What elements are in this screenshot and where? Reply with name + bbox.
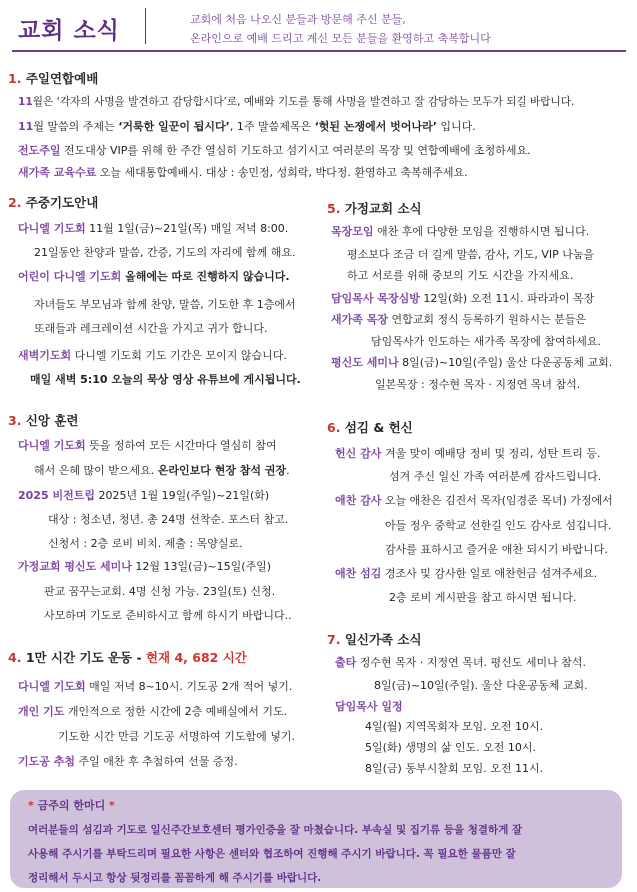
section-5-title: 5. 가정교회 소식 [327, 201, 422, 216]
welcome-line: 온라인으로 예배 드리고 계신 모든 분들을 환영하고 축복합니다 [190, 32, 491, 45]
section-2-line: 21일동안 찬양과 말씀, 간증, 기도의 자리에 함께 해요. [34, 246, 296, 259]
weekly-notice-title: * 금주의 한마디 * [28, 799, 115, 812]
header-rule [12, 50, 626, 52]
section-6-line: 헌신 감사 겨울 맞이 예배당 정비 및 정리, 성탄 트리 등. [335, 447, 601, 460]
section-4-line: 개인 기도 개인적으로 정한 시간에 2층 예배실에서 기도. [18, 705, 288, 718]
section-1-line: 전도주일 전도대상 VIP를 위해 한 주간 열심히 기도하고 섬기시고 여러분의 목장 및 연합예배에 초청하세요. [18, 144, 531, 157]
section-3-line: 해서 은혜 많이 받으세요. 온라인보다 현장 참석 권장. [34, 464, 290, 477]
header-divider [145, 8, 146, 44]
weekly-notice-line: 여러분들의 섬김과 기도로 일신주간보호센터 평가인증을 잘 마쳤습니다. 부속실 및 집기류 등을 청결하게 잘 [28, 824, 523, 836]
section-1-line: 11월은 ‘각자의 사명을 발견하고 감당합시다’로, 예배와 기도를 통해 사명을 발견하고 잘 감당하는 모두가 되길 바랍니다. [18, 96, 575, 108]
section-6-line: 감사를 표하시고 즐거운 애찬 되시기 바랍니다. [385, 543, 608, 556]
section-6-line: 2층 로비 게시판을 참고 하시면 됩니다. [389, 591, 577, 604]
page-title: 교회 소식 [18, 18, 120, 44]
section-5-line: 일본목장 : 정수현 목자 · 지정연 목녀 참석. [375, 378, 581, 391]
section-5-line: 담임목사 목장심방 12일(화) 오전 11시. 파라과이 목장 [331, 292, 595, 305]
section-2-line: 다니엘 기도회 11월 1일(금)~21일(목) 매일 저녁 8:00. [18, 222, 289, 235]
section-2-line: 새벽기도회 다니엘 기도회 기도 기간은 모이지 않습니다. [18, 349, 287, 362]
section-1-line: 새가족 교육수료 오늘 세대통합예배시. 대상 : 송민정, 성희락, 박다정. 환영하고 축복해주세요. [18, 166, 468, 179]
section-3-line: 가정교회 평신도 세미나 12월 13일(금)~15일(주일) [18, 560, 272, 573]
section-2-line: 자녀들도 부모님과 함께 찬양, 말씀, 기도한 후 1층에서 [34, 298, 296, 311]
section-6-line: 애찬 섬김 경조사 및 감사한 일로 애찬헌금 섬겨주세요. [335, 567, 598, 580]
welcome-line: 교회에 처음 나오신 분들과 방문해 주신 분들, [190, 13, 406, 26]
section-7-line: 4일(월) 지역목회자 모임. 오전 10시. [365, 720, 544, 733]
weekly-notice-line: 정리해서 두시고 항상 뒷정리를 꼼꼼하게 해 주시기를 바랍니다. [28, 872, 322, 884]
section-5-line: 평신도 세미나 8일(금)~10일(주일) 울산 다운공동체 교회. [331, 356, 613, 369]
section-1-line: 11월 말씀의 주제는 ‘거룩한 일꾼이 됩시다’, 1주 말씀제목은 ‘헛된 논쟁에서 벗어나라’ 입니다. [18, 120, 476, 133]
section-6-line: 섬겨 주신 일신 가족 여러분께 감사드립니다. [389, 470, 602, 483]
section-3-title: 3. 신앙 훈련 [8, 413, 79, 428]
section-3-line: 2025 비전트립 2025년 1월 19일(주일)~21일(화) [18, 489, 270, 502]
section-5-line: 하고 서로를 위해 중보의 기도 시간을 가지세요. [347, 269, 574, 282]
section-2-title: 2. 주중기도안내 [8, 195, 99, 210]
section-6-line: 아들 정우 중학교 선한길 인도 감사로 섬깁니다. [385, 519, 612, 532]
section-4-line: 기도공 추첨 주일 애찬 후 추첨하여 선물 증정. [18, 755, 238, 768]
section-3-line: 다니엘 기도회 뜻을 정하여 모든 시간마다 열심히 참여 [18, 439, 277, 452]
section-7-line: 5일(화) 생명의 삶 인도. 오전 10시. [365, 741, 536, 754]
section-5-line: 새가족 목장 연합교회 정식 등록하기 원하시는 분들은 [331, 313, 587, 326]
section-5-line: 평소보다 조금 더 길게 말씀, 감사, 기도, VIP 나눔을 [347, 248, 595, 261]
weekly-notice-line: 사용해 주시기를 부탁드리며 필요한 사항은 센터와 협조하여 진행해 주시기 바랍니다. 꼭 필요한 물품만 잘 [28, 848, 516, 860]
section-7-line: 8일(금) 동부시찰회 모임. 오전 11시. [365, 762, 544, 775]
section-2-line: 또래들과 레크레이션 시간을 가지고 귀가 합니다. [34, 322, 268, 335]
section-5-line: 목장모임 애찬 후에 다양한 모임을 진행하시면 됩니다. [331, 225, 590, 238]
section-3-line: 사모하며 기도로 준비하시고 함께 하시기 바랍니다.. [44, 609, 292, 622]
section-1-title: 1. 주일연합예배 [8, 71, 99, 86]
section-4-title: 4. 1만 시간 기도 운동 - 현재 4, 682 시간 [8, 650, 247, 665]
section-6-title: 6. 섬김 & 헌신 [327, 420, 413, 435]
section-3-line: 판교 꿈꾸는교회. 4명 신청 가능. 23일(토) 신청. [44, 585, 276, 598]
section-7-title: 7. 일신가족 소식 [327, 632, 422, 647]
section-4-line: 기도한 시간 만큼 기도공 서명하여 기도함에 넣기. [58, 730, 295, 743]
section-7-line: 8일(금)~10일(주일). 울산 다운공동체 교회. [374, 679, 588, 692]
section-4-line: 다니엘 기도회 매일 저녁 8~10시. 기도공 2개 적어 넣기. [18, 680, 293, 693]
section-5-line: 담임목사가 인도하는 새가족 목장에 참여하세요. [371, 335, 602, 348]
section-3-line: 대상 : 청소년, 청년. 총 24명 선착순. 포스터 참고. [48, 513, 289, 526]
section-7-line: 출타 정수현 목자 · 지정연 목녀. 평신도 세미나 참석. [335, 656, 586, 669]
section-7-line: 담임목사 일정 [335, 700, 403, 713]
section-2-line: 어린이 다니엘 기도회 올해에는 따로 진행하지 않습니다. [18, 270, 290, 283]
section-2-line: 매일 새벽 5:10 오늘의 묵상 영상 유튜브에 게시됩니다. [30, 373, 301, 386]
welcome-message [190, 10, 491, 48]
section-3-line: 신청서 : 2층 로비 비치. 제출 : 목양실로. [48, 537, 243, 550]
section-6-line: 애찬 감사 오늘 애찬은 김진서 목자(임경준 목녀) 가정에서 [335, 494, 613, 507]
